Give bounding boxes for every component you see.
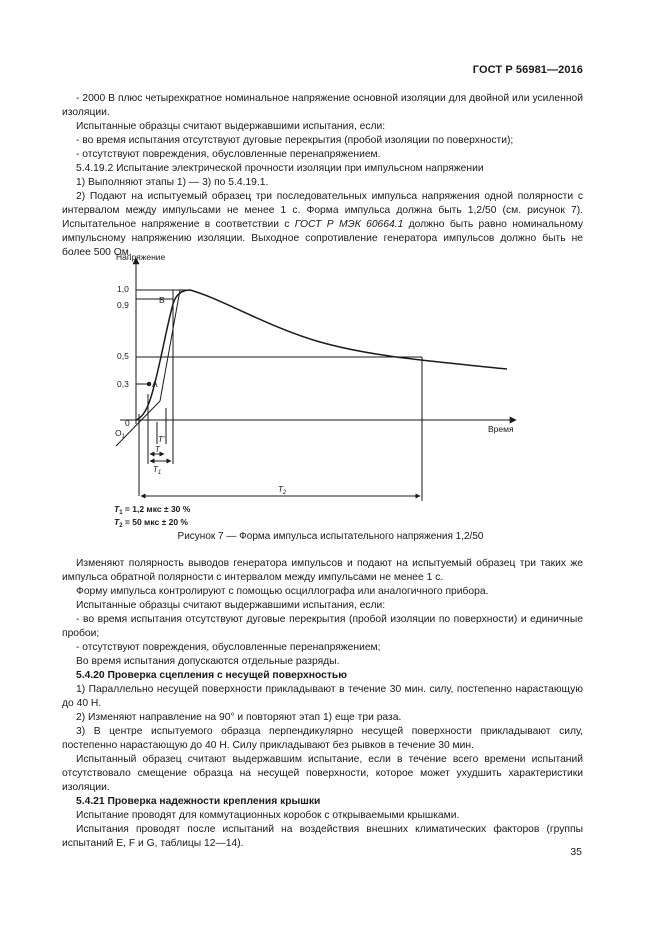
paragraph: Испытанные образцы считают выдержавшими испытания, если: [76, 121, 386, 132]
impulse-waveform-curve [136, 290, 507, 420]
t2-letter: T [278, 485, 283, 494]
x-axis-label: Время [488, 424, 514, 434]
section-heading-5-4-20: 5.4.20 Проверка сцепления с несущей поверхностью [76, 670, 348, 681]
paragraph: Испытания проводят после испытаний на воздействия внешних климатических факторов (группы испытаний E, F и G, таблицы 12—14). [62, 824, 583, 849]
paragraph: 1) Выполняют этапы 1) — 3) по 5.4.19.1. [76, 177, 269, 188]
page-number: 35 [570, 846, 582, 858]
y-tick-0-3: 0,3 [117, 379, 129, 389]
y-tick-0-5: 0,5 [117, 351, 129, 361]
legend-t1 [114, 504, 191, 516]
legend-t2-subscript: 2 [119, 523, 123, 529]
paragraph: 2) Изменяют направление на 90° и повторяют этап 1) еще три раза. [76, 712, 402, 723]
paragraph: - отсутствуют повреждения, обусловленные перенапряжением; [76, 642, 381, 653]
origin-label [115, 428, 126, 440]
paragraph: Испытание проводят для коммутационных коробок с открываемыми крышками. [76, 810, 460, 821]
legend-t1-subscript: 1 [119, 510, 123, 516]
standard-reference: ГОСТ Р МЭК 60664.1 [294, 219, 404, 230]
paragraph-text: должно быть равно номинальному импульсному напряжению изоляции. Выходное сопротивление генератора импульсов должно быть не более 500 Ом. [62, 219, 583, 258]
paragraph: Во время испытания допускаются отдельные разряды. [76, 656, 340, 667]
section-heading-5-4-21: 5.4.21 Проверка надежности крепления крышки [76, 796, 321, 807]
y-axis-label: Напряжение [116, 252, 166, 262]
t1-letter: T [153, 465, 158, 474]
paragraph: Испытанный образец считают выдержавшим испытание, если в течение всего времени испытаний отсутствовало смещение образца на несущей поверхности, которое может ухудшить характеристики изоляции. [62, 754, 583, 793]
y-tick-0: 0 [125, 418, 130, 428]
legend-t1-symbol: T [114, 504, 120, 514]
paragraph: - во время испытания отсутствуют дуговые перекрытия (пробой изоляции по поверхности) и единичные пробои; [62, 614, 583, 639]
paragraph: - 2000 В плюс четырехкратное номинальное напряжение основной изоляции для двойной или усиленной изоляции. [62, 93, 583, 118]
figure-caption: Рисунок 7 — Форма импульса испытательного напряжения 1,2/50 [177, 531, 484, 542]
paragraph: Изменяют полярность выводов генератора импульсов и подают на испытуемый образец три таких же импульса обратной полярности с интервалом между импульсами не менее 1 с. [62, 558, 583, 583]
t2-subscript: 2 [282, 490, 287, 496]
y-tick-0-9: 0,9 [117, 300, 129, 310]
impulse-waveform-figure [100, 246, 530, 536]
paragraph: - во время испытания отсутствуют дуговые перекрытия (пробой изоляции по поверхности); [76, 135, 514, 146]
paragraph: - отсутствуют повреждения, обусловленные перенапряжением. [76, 149, 381, 160]
point-b-label: B [159, 295, 165, 305]
origin-letter: O [115, 428, 122, 438]
paragraph: Форму импульса контролируют с помощью осциллографа или аналогичного прибора. [76, 586, 489, 597]
y-tick-1-0: 1,0 [117, 284, 129, 294]
top-text-block [62, 92, 583, 260]
paragraph: 1) Параллельно несущей поверхности прикладывают в течение 30 мин. силу, постепенно нарастающую до 40 Н. [62, 684, 583, 709]
t2-label [278, 485, 287, 496]
legend-t1-value: = 1,2 мкс ± 30 % [122, 504, 191, 514]
paragraph-text: 2) Подают на испытуемый образец три последовательных импульса напряжения одной полярности с интервалом между импульсами не менее 1 с. Форма импульса должна быть 1,2/50 (см. рисунок 7). Испытательное напряжение в соответствии с [62, 191, 583, 230]
legend-t2-value: = 50 мкс ± 20 % [122, 517, 188, 527]
origin-subscript: 1 [121, 434, 125, 440]
paragraph: Испытанные образцы считают выдержавшими испытания, если: [76, 600, 386, 611]
t1-label [153, 465, 161, 476]
point-a-label: A [152, 379, 158, 389]
section-heading-5-4-19-2: 5.4.19.2 Испытание электрической прочности изоляции при импульсном напряжении [76, 163, 484, 174]
paragraph: 3) В центре испытуемого образца перпендикулярно несущей поверхности прикладывают силу, постепенно нарастающую до 40 Н. Силу прикладывают без рывков в течение 30 мин. [62, 726, 583, 751]
point-a-dot [147, 382, 151, 386]
legend-t2-symbol: T [114, 517, 120, 527]
t-prime-label: T' [158, 435, 165, 444]
t1-subscript: 1 [157, 470, 162, 476]
waveform-diagram [100, 246, 530, 536]
legend-t2 [114, 517, 188, 529]
document-id-header: ГОСТ Р 56981—2016 [472, 64, 583, 76]
t-label: T [155, 445, 160, 454]
bottom-text-block [62, 557, 583, 851]
